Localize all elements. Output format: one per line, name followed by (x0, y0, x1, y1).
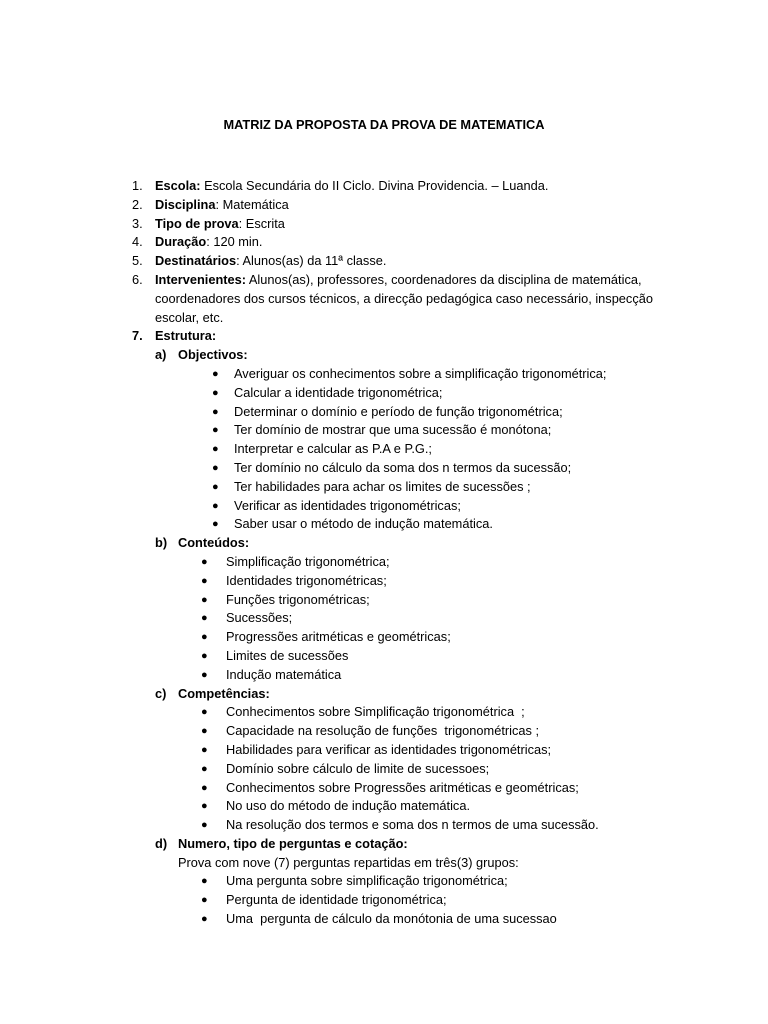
list-item: ● Funções trigonométricas; (0, 591, 768, 610)
bullet-icon: ● (201, 612, 208, 625)
list-item: ● Pergunta de identidade trigonométrica; (0, 891, 768, 910)
list-item-duracao (0, 233, 655, 252)
list-item-tipo-de-prova (0, 215, 655, 234)
section-title: Competências: (178, 685, 270, 701)
list-item: ● Saber usar o método de indução matemática. (0, 515, 768, 534)
bullet-icon: ● (212, 499, 219, 512)
item-number: 3. (132, 215, 143, 231)
list-item: ● Identidades trigonométricas; (0, 572, 768, 591)
list-item: ● Indução matemática (0, 666, 768, 685)
bullet-icon: ● (201, 574, 208, 587)
bullet-icon: ● (201, 913, 208, 926)
item-label: Intervenientes: (155, 271, 247, 287)
numbered-list (0, 177, 768, 929)
item-label: Tipo de prova (155, 215, 239, 231)
list-item: ● Capacidade na resolução de funções trigonométricas ; (0, 722, 768, 741)
list-item: ● Limites de sucessões (0, 647, 768, 666)
section-heading-perguntas (0, 835, 768, 854)
item-number: 7. (132, 328, 143, 344)
list-item-estrutura (0, 327, 655, 346)
list-item: ● Uma pergunta sobre simplificação trigonométrica; (0, 872, 768, 891)
list-item: ● Verificar as identidades trigonométricas; (0, 497, 768, 516)
section-title: Numero, tipo de perguntas e cotação: (178, 835, 408, 851)
competencias-list (0, 703, 768, 835)
bullet-icon: ● (201, 875, 208, 888)
bullet-icon: ● (201, 819, 208, 832)
bullet-icon: ● (212, 461, 219, 474)
bullet-icon: ● (212, 480, 219, 493)
section-heading-objectivos (0, 346, 768, 365)
list-item: ● Conhecimentos sobre Simplificação trigonométrica ; (0, 703, 768, 722)
document-title: MATRIZ DA PROPOSTA DA PROVA DE MATEMATICA (223, 117, 545, 132)
section-heading-conteudos (0, 534, 768, 553)
item-text: Alunos(as), professores, coordenadores da disciplina de matemática, coordenadores dos cursos técnicos, a direcção pedagógica caso necessário, inspecção escolar, etc. (155, 271, 653, 325)
list-item: ● Conhecimentos sobre Progressões aritméticas e geométricas; (0, 779, 768, 798)
list-item: ● Habilidades para verificar as identidades trigonométricas; (0, 741, 768, 760)
list-item-destinatarios (0, 252, 655, 271)
item-number: 6. (132, 271, 143, 287)
bullet-icon: ● (201, 894, 208, 907)
list-item-disciplina (0, 196, 655, 215)
section-letter: c) (155, 685, 167, 701)
item-label: Escola: (155, 178, 201, 193)
section-letter: d) (155, 835, 168, 851)
list-item: ● Determinar o domínio e período de função trigonométrica; (0, 403, 768, 422)
section-letter: a) (155, 347, 167, 363)
item-text: : Matemática (215, 196, 289, 212)
bullet-icon: ● (201, 800, 208, 813)
item-text: : 120 min. (206, 234, 263, 250)
bullet-icon: ● (212, 518, 219, 531)
list-item: ● Ter domínio no cálculo da soma dos n termos da sucessão; (0, 459, 768, 478)
bullet-icon: ● (201, 668, 208, 681)
section-title: Objectivos: (178, 347, 248, 363)
list-item: ● Sucessões; (0, 609, 768, 628)
item-text: Escola Secundária do II Ciclo. Divina Providencia. – Luanda. (200, 178, 549, 193)
item-label: Duração (155, 234, 207, 250)
list-item: ● Uma pergunta de cálculo da monótonia de uma sucessao (0, 910, 768, 929)
item-label: Estrutura: (155, 328, 217, 344)
item-number: 2. (132, 196, 143, 212)
item-number: 1. (132, 178, 143, 193)
list-item-escola (0, 177, 655, 196)
item-label: Disciplina (155, 196, 216, 212)
perguntas-list (0, 872, 768, 928)
objectivos-list (0, 365, 768, 534)
section-intro: Prova com nove (7) perguntas repartidas em três(3) grupos: (178, 854, 519, 870)
section-letter: b) (155, 535, 168, 551)
bullet-icon: ● (201, 649, 208, 662)
bullet-icon: ● (212, 424, 219, 437)
bullet-icon: ● (201, 743, 208, 756)
list-item: ● Progressões aritméticas e geométricas; (0, 628, 768, 647)
bullet-icon: ● (201, 762, 208, 775)
list-item: ● Interpretar e calcular as P.A e P.G.; (0, 440, 768, 459)
bullet-icon: ● (201, 706, 208, 719)
bullet-icon: ● (201, 725, 208, 738)
bullet-icon: ● (212, 443, 219, 456)
conteudos-list (0, 553, 768, 685)
bullet-icon: ● (212, 367, 219, 380)
section-heading-competencias (0, 685, 768, 704)
item-label: Destinatários (155, 253, 237, 269)
list-item: ● Simplificação trigonométrica; (0, 553, 768, 572)
item-text: : Alunos(as) da 11ª classe. (236, 253, 387, 269)
list-item-intervenientes (0, 271, 655, 327)
bullet-icon: ● (201, 593, 208, 606)
list-item: ● Ter domínio de mostrar que uma sucessão é monótona; (0, 421, 768, 440)
bullet-icon: ● (212, 405, 219, 418)
list-item: ● Ter habilidades para achar os limites de sucessões ; (0, 478, 768, 497)
item-text: : Escrita (238, 215, 285, 231)
list-item: ● Calcular a identidade trigonométrica; (0, 384, 768, 403)
list-item: ● Na resolução dos termos e soma dos n termos de uma sucessão. (0, 816, 768, 835)
list-item: ● No uso do método de indução matemática. (0, 797, 768, 816)
item-number: 5. (132, 253, 143, 269)
bullet-icon: ● (212, 386, 219, 399)
list-item: ● Averiguar os conhecimentos sobre a simplificação trigonométrica; (0, 365, 768, 384)
item-number: 4. (132, 234, 143, 250)
bullet-icon: ● (201, 781, 208, 794)
bullet-icon: ● (201, 631, 208, 644)
bullet-icon: ● (201, 555, 208, 568)
section-title: Conteúdos: (178, 535, 250, 551)
list-item: ● Domínio sobre cálculo de limite de sucessoes; (0, 760, 768, 779)
